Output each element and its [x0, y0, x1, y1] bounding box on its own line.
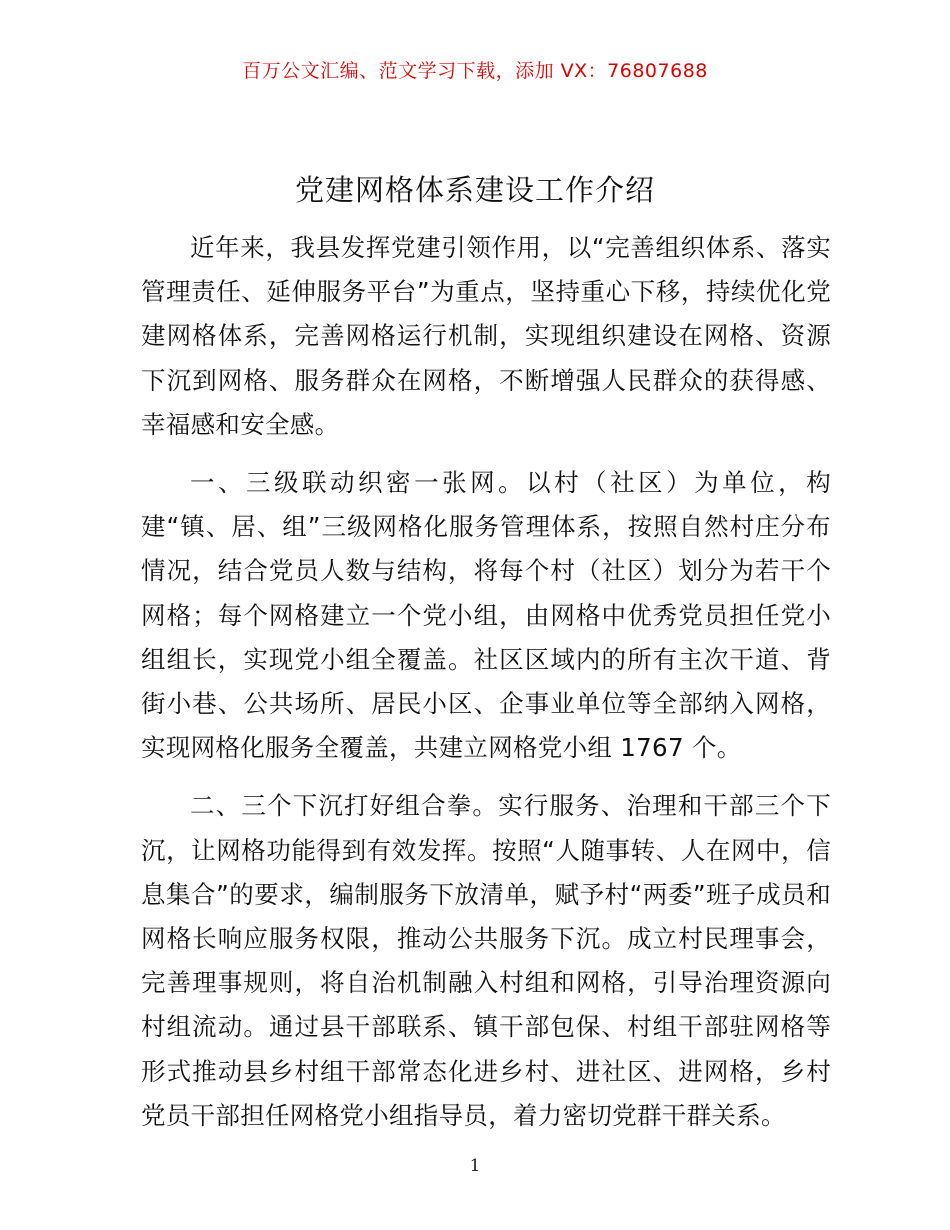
paragraph-section-1: 一、三级联动织密一张网。以村（社区）为单位，构建“镇、居、组”三级网格化服务管理体系，按照自然村庄分布情况，结合党员人数与结构，将每个村（社区）划分为若干个网格；每个网格建立一个党小组，由网格中优秀党员担任党小组组长，实现党小组全覆盖。社区区域内的所有主次干道、背街小巷、公共场所、居民小区、企事业单位等全部纳入网格，实现网格化服务全覆盖，共建立网格党小组 1767 个。 [141, 468, 831, 763]
paragraph-section-2: 二、三个下沉打好组合拳。实行服务、治理和干部三个下沉，让网格功能得到有效发挥。按照“人随事转、人在网中，信息集合”的要求，编制服务下放清单，赋予村“两委”班子成员和网格长响应服务权限，推动公共服务下沉。成立村民理事会，完善理事规则，将自治机制融入村组和网格，引导治理资源向村组流动。通过县干部联系、镇干部包保、村组干部驻网格等形式推动县乡村组干部常态化进乡村、进社区、进网格，乡村党员干部担任网格党小组指导员，着力密切党群干群关系。 [141, 791, 831, 1130]
header-banner: 百万公文汇编、范文学习下载，添加 VX：76807688 [242, 60, 708, 82]
page-number: 1 [469, 1156, 481, 1176]
document-body [141, 226, 831, 1138]
page-title: 党建网格体系建设工作介绍 [294, 173, 655, 207]
paragraph-intro: 近年来，我县发挥党建引领作用，以“完善组织体系、落实管理责任、延伸服务平台”为重点，坚持重心下移，持续优化党建网格体系，完善网格运行机制，实现组织建设在网格、资源下沉到网格、服务群众在网格，不断增强人民群众的获得感、幸福感和安全感。 [141, 233, 831, 439]
